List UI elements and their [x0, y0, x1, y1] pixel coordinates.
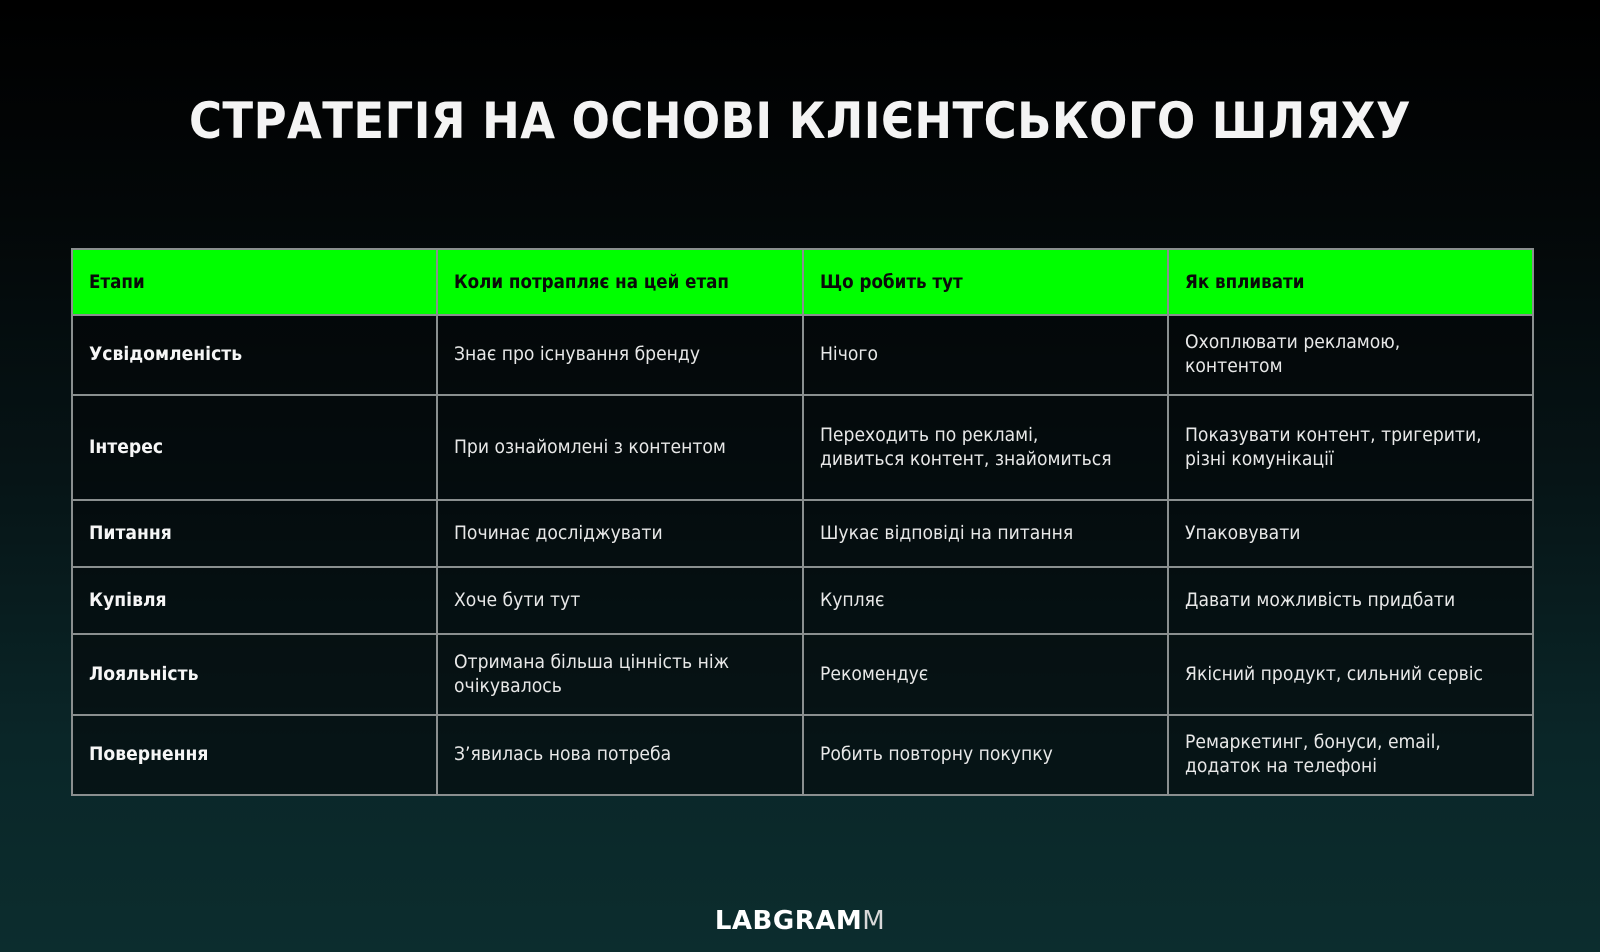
- cell-stage: Інтерес: [72, 395, 437, 500]
- customer-journey-table-container: [71, 248, 1534, 796]
- cell-stage: Купівля: [72, 567, 437, 634]
- header-stages: Етапи: [72, 249, 437, 315]
- customer-journey-table: [71, 248, 1534, 796]
- cell-stage: Питання: [72, 500, 437, 567]
- cell-influence: Показувати контент, тригерити, різні комунікації: [1168, 395, 1533, 500]
- brand-logo-bold: LABGRAM: [714, 906, 863, 936]
- cell-when: Знає про існування бренду: [437, 315, 802, 395]
- table-row: [72, 500, 1533, 567]
- table-row: [72, 715, 1533, 795]
- cell-does: Робить повторну покупку: [803, 715, 1168, 795]
- cell-when: При ознайомлені з контентом: [437, 395, 802, 500]
- cell-influence: Ремаркетинг, бонуси, email, додаток на телефоні: [1168, 715, 1533, 795]
- table-row: [72, 634, 1533, 715]
- cell-when: Хоче бути тут: [437, 567, 802, 634]
- cell-does: Шукає відповіді на питання: [803, 500, 1168, 567]
- brand-logo-thin: M: [862, 906, 886, 936]
- cell-when: Починає досліджувати: [437, 500, 802, 567]
- cell-does: Купляє: [803, 567, 1168, 634]
- cell-when: З’явилась нова потреба: [437, 715, 802, 795]
- header-does: Що робить тут: [803, 249, 1168, 315]
- slide-title: СТРАТЕГІЯ НА ОСНОВІ КЛІЄНТСЬКОГО ШЛЯХУ: [188, 92, 1412, 150]
- cell-does: Рекомендує: [803, 634, 1168, 715]
- cell-stage: Лояльність: [72, 634, 437, 715]
- table-row: [72, 315, 1533, 395]
- cell-influence: Охоплювати рекламою, контентом: [1168, 315, 1533, 395]
- table-header-row: [72, 249, 1533, 315]
- cell-influence: Якісний продукт, сильний сервіс: [1168, 634, 1533, 715]
- header-influence: Як впливати: [1168, 249, 1533, 315]
- header-when: Коли потрапляє на цей етап: [437, 249, 802, 315]
- table-row: [72, 567, 1533, 634]
- cell-influence: Упаковувати: [1168, 500, 1533, 567]
- cell-does: Нічого: [803, 315, 1168, 395]
- brand-logo: [0, 906, 1600, 936]
- table-row: [72, 395, 1533, 500]
- cell-when: Отримана більша цінність ніж очікувалось: [437, 634, 802, 715]
- cell-does: Переходить по рекламі, дивиться контент, знайомиться: [803, 395, 1168, 500]
- cell-stage: Усвідомленість: [72, 315, 437, 395]
- cell-influence: Давати можливість придбати: [1168, 567, 1533, 634]
- cell-stage: Повернення: [72, 715, 437, 795]
